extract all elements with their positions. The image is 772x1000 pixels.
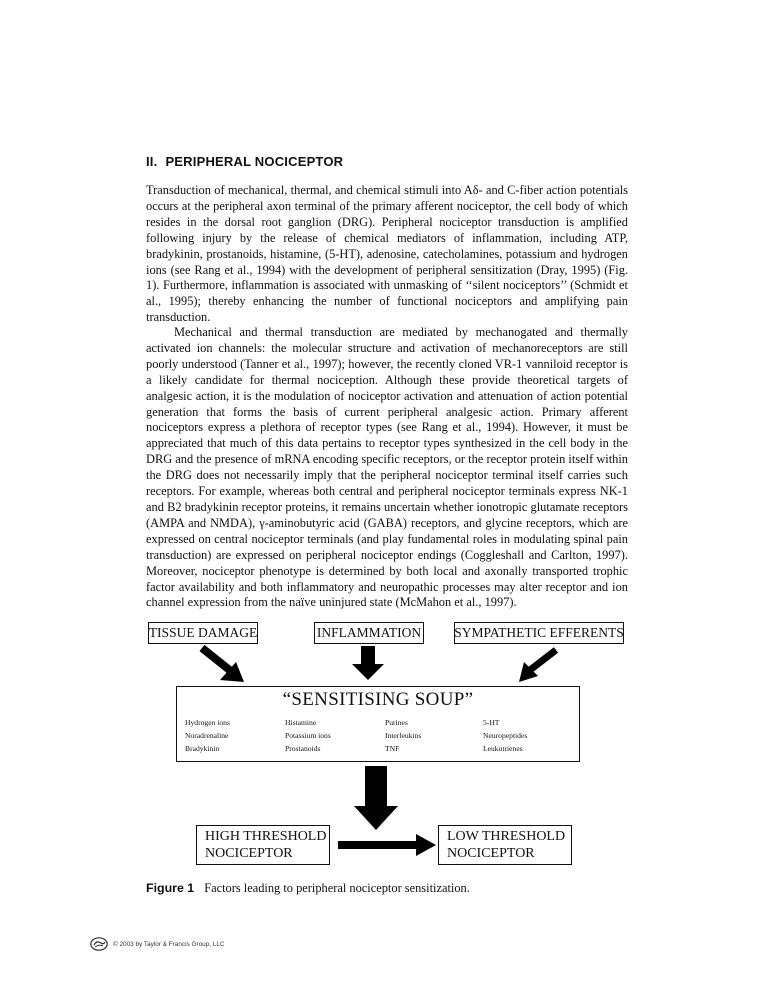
caption-text: Factors leading to peripheral nociceptor sensitization. bbox=[204, 881, 470, 895]
soup-item: Hydrogen ions bbox=[185, 718, 230, 727]
arrow-sympathetic-efferents bbox=[519, 650, 556, 682]
soup-item: Interleukins bbox=[385, 731, 422, 740]
soup-item: 5-HT bbox=[483, 718, 500, 727]
section-number: II. bbox=[146, 154, 158, 169]
arrow-high-to-low bbox=[338, 834, 436, 856]
sensitising-soup-box bbox=[176, 686, 580, 762]
soup-items-grid bbox=[185, 717, 571, 754]
low-threshold-nociceptor-box bbox=[438, 825, 572, 865]
low-box-line-2: NOCICEPTOR bbox=[447, 846, 535, 861]
figure-caption bbox=[146, 881, 470, 896]
page-footer bbox=[90, 937, 225, 951]
soup-item: Neuropeptides bbox=[483, 731, 528, 740]
paragraph-2: Mechanical and thermal transduction are mediated by mechanogated and thermally activated ion channels: the molecular structure and activation of mechanoreceptors are still poorly understood (Tanner et al., 1997); however, the recently cloned VR-1 vanniloid receptor is a likely candidate for thermal nociception. Although these provide theoretical targets of analgesic action, it is the modulation of nociceptor activation and attenuation of action potential generation that forms the basis of current peripheral analgesic action. Primary afferent nociceptors express a plethora of receptor types (see Rang et al., 1994). However, it must be appreciated that much of this data pertains to receptor types synthesized in the cell body in the DRG and the presence of mRNA encoding specific receptors, or the receptor protein itself within the DRG does not necessarily imply that the peripheral nociceptor terminal itself carries such receptors. For example, whereas both central and peripheral nociceptor terminals express NK-1 and B2 bradykinin receptor proteins, it remains uncertain whether ionotropic glutamate receptors (AMPA and NMDA), γ-aminobutyric acid (GABA) receptors, and glycine receptors, which are expressed on central nociceptor terminals (and play fundamental roles in modulating spinal pain transduction) are expressed on peripheral nociceptor endings (Coggleshall and Carlton, 1997). Moreover, nociceptor phenotype is determined by both local and axonally transported trophic factor availability and both inflammatory and neuropathic processes may alter receptor and ion channel expression from the naïve uninjured state (McMahon et al., 1997). bbox=[146, 325, 628, 610]
soup-item: Purines bbox=[385, 718, 408, 727]
high-threshold-nociceptor-box bbox=[196, 825, 330, 865]
soup-item: Prostanoids bbox=[285, 744, 321, 753]
arrow-soup-down bbox=[354, 766, 398, 830]
section-title: PERIPHERAL NOCICEPTOR bbox=[165, 154, 344, 169]
soup-item: Leukotrienes bbox=[483, 744, 523, 753]
paragraph-1: Transduction of mechanical, thermal, and chemical stimuli into Aδ- and C-fiber action potentials occurs at the peripheral axon terminal of the primary afferent nociceptor, the cell body of which resides in the dorsal root ganglion (DRG). Peripheral nociceptor transduction is amplified following injury by the release of chemical mediators of inflammation, including ATP, bradykinin, prostanoids, histamine, (5-HT), adenosine, catecholamines, potassium and hydrogen ions (see Rang et al., 1994) with the development of peripheral sensitization (Dray, 1995) (Fig. 1). Furthermore, inflammation is associated with unmasking of ‘‘silent nociceptors’’ (Schmidt et al., 1995); thereby enhancing the number of functional nociceptors and amplifying pain transduction. bbox=[146, 183, 628, 325]
crc-press-logo-icon bbox=[90, 937, 108, 951]
copyright-text: © 2003 by Taylor & Francis Group, LLC bbox=[113, 940, 225, 948]
soup-item: Bradykinin bbox=[185, 744, 220, 753]
arrow-tissue-damage bbox=[202, 648, 244, 682]
high-box-line-1: HIGH THRESHOLD bbox=[205, 829, 327, 844]
soup-title: “SENSITISING SOUP” bbox=[282, 689, 474, 710]
caption-label: Figure 1 bbox=[146, 881, 195, 895]
soup-item: Noradrenaline bbox=[185, 731, 229, 740]
soup-item: Histamine bbox=[285, 718, 317, 727]
arrow-inflammation bbox=[352, 646, 384, 680]
inflammation-box: INFLAMMATION bbox=[314, 622, 424, 644]
section-heading bbox=[146, 154, 343, 169]
low-box-line-1: LOW THRESHOLD bbox=[447, 829, 566, 844]
soup-item: Potassium ions bbox=[285, 731, 331, 740]
figure-1-diagram bbox=[146, 620, 628, 870]
soup-item: TNF bbox=[385, 744, 400, 753]
tissue-damage-box: TISSUE DAMAGE bbox=[148, 622, 258, 644]
high-box-line-2: NOCICEPTOR bbox=[205, 846, 293, 861]
sympathetic-efferents-box: SYMPATHETIC EFFERENTS bbox=[454, 622, 624, 644]
